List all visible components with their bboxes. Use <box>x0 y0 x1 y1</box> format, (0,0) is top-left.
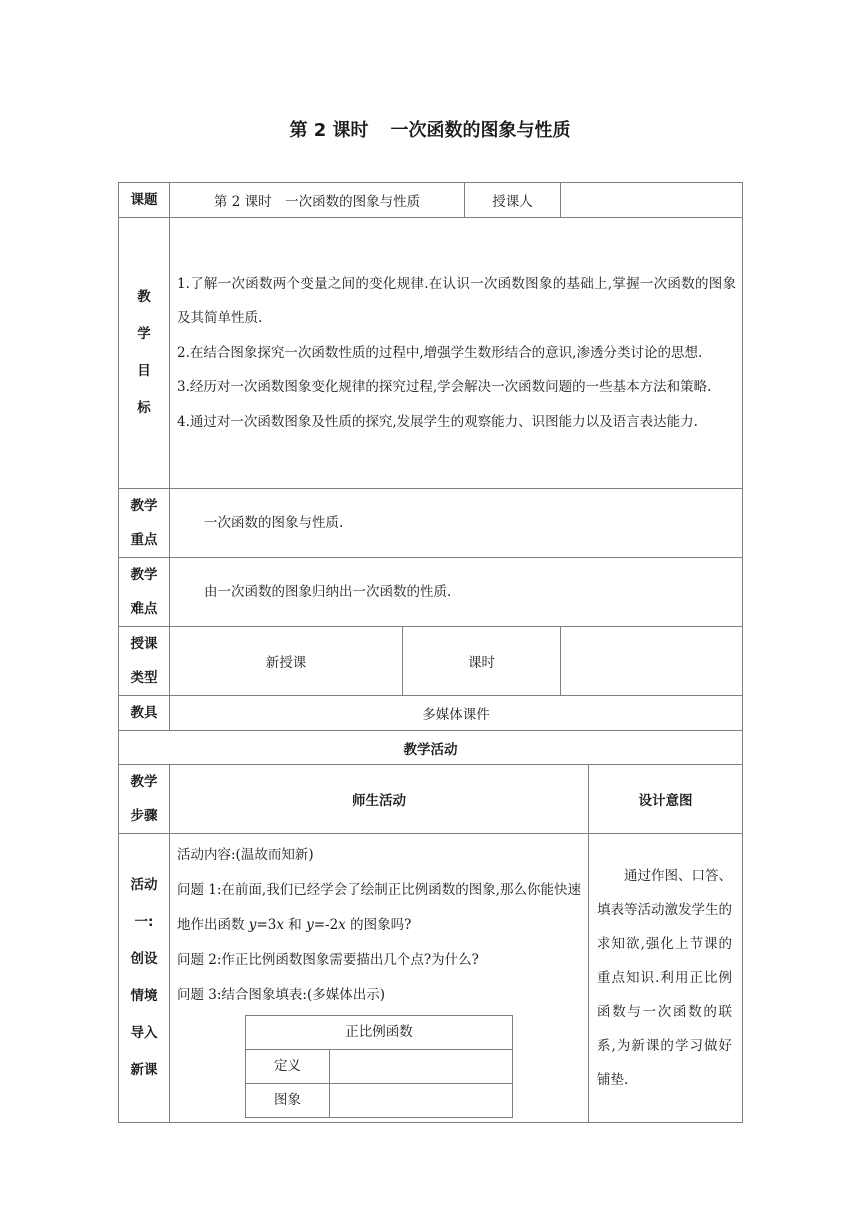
objectives-content <box>170 218 743 489</box>
difficulties-label: 教学 难点 <box>119 558 170 627</box>
topic-value: 第 2 课时 一次函数的图象与性质 <box>170 183 465 218</box>
inner-row-definition-value <box>330 1050 513 1084</box>
activity-1-design: 通过作图、口答、填表等活动激发学生的求知欲,强化上节课的重点知识.利用正比例函数与一次函数的联系,为新课的学习做好铺垫. <box>589 834 743 1123</box>
teacher-value <box>561 183 743 218</box>
tools-value: 多媒体课件 <box>170 696 743 731</box>
key-points-row <box>119 489 743 558</box>
title-lesson-topic: 一次函数的图象与性质 <box>390 120 571 141</box>
objective-item: 1.了解一次函数两个变量之间的变化规律.在认识一次函数图象的基础上,掌握一次函数的图象及其简单性质. <box>177 275 737 327</box>
title-lesson-number: 第 2 课时 <box>289 120 369 141</box>
inner-row-graph-value <box>330 1084 513 1118</box>
activities-heading: 教学活动 <box>119 731 743 765</box>
activity-1-step: 活动 一: 创设 情境 导入 新课 <box>119 834 170 1123</box>
inner-table-header: 正比例函数 <box>246 1016 513 1050</box>
question-3: 问题 3:结合图象填表:(多媒体出示) <box>177 987 386 1003</box>
lesson-plan-table <box>118 182 743 1123</box>
key-points-value: 一次函数的图象与性质. <box>170 489 743 558</box>
tools-row <box>119 696 743 731</box>
activities-heading-row <box>119 731 743 765</box>
steps-header: 教学 步骤 <box>119 765 170 834</box>
difficulties-value: 由一次函数的图象归纳出一次函数的性质. <box>170 558 743 627</box>
objectives-label: 教 学 目 标 <box>119 218 170 489</box>
lesson-type-row <box>119 627 743 696</box>
lesson-type-value: 新授课 <box>170 627 403 696</box>
tools-label: 教具 <box>119 696 170 731</box>
objective-item: 2.在结合图象探究一次函数性质的过程中,增强学生数形结合的意识,渗透分类讨论的思想. <box>177 344 703 361</box>
class-hours-label: 课时 <box>403 627 561 696</box>
activity-1-row <box>119 834 743 1123</box>
objective-item: 3.经历对一次函数图象变化规律的探究过程,学会解决一次函数问题的一些基本方法和策略. <box>177 379 712 396</box>
activity-1-content <box>170 834 589 1123</box>
question-2: 问题 2:作正比例函数图象需要描出几个点?为什么? <box>177 952 479 968</box>
difficulties-row <box>119 558 743 627</box>
class-hours-value <box>561 627 743 696</box>
question-1: 问题 1:在前面,我们已经学会了绘制正比例函数的图象,那么你能快速地作出函数 y=3x 和 y=-2x 的图象吗? <box>177 882 582 933</box>
topic-label: 课题 <box>119 183 170 218</box>
objective-item: 4.通过对一次函数图象及性质的探究,发展学生的观察能力、识图能力以及语言表达能力. <box>177 413 698 430</box>
activity-header-row <box>119 765 743 834</box>
key-points-label: 教学 重点 <box>119 489 170 558</box>
design-intent-header: 设计意图 <box>589 765 743 834</box>
inner-row-definition-label: 定义 <box>246 1050 330 1084</box>
objectives-row <box>119 218 743 489</box>
teacher-student-header: 师生活动 <box>170 765 589 834</box>
inner-row-graph-label: 图象 <box>246 1084 330 1118</box>
activity-content-line: 活动内容:(温故而知新) <box>177 847 314 863</box>
proportional-function-table <box>245 1015 513 1118</box>
topic-row <box>119 183 743 218</box>
lesson-type-label: 授课 类型 <box>119 627 170 696</box>
teacher-label: 授课人 <box>465 183 561 218</box>
page-title <box>0 116 860 142</box>
